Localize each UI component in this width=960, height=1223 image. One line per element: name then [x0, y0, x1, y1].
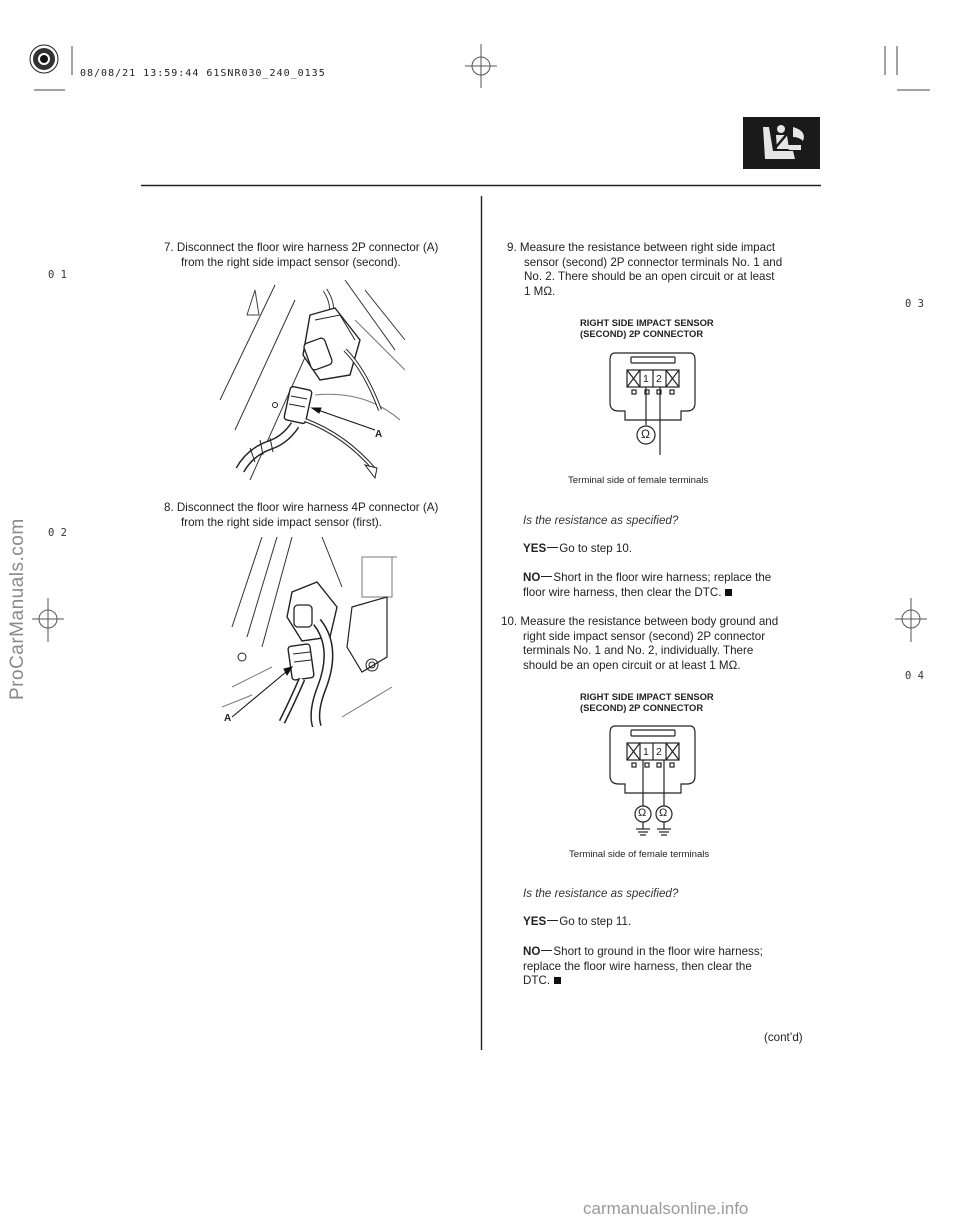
step-text: from the right side impact sensor (second). [181, 255, 401, 269]
answer-text: floor wire harness, then clear the DTC. [523, 585, 722, 599]
ohmmeter-icon: Ω [659, 807, 668, 819]
diagram-title-line: (SECOND) 2P CONNECTOR [580, 327, 704, 339]
continued-label: (cont’d) [764, 1031, 803, 1044]
figure-label-a: A [224, 713, 232, 724]
figure-label-a: A [375, 429, 383, 440]
dash-separator [547, 547, 558, 548]
answer-text: Go to step 11. [559, 915, 632, 928]
step-text: should be an open circuit or at least 1 MΩ. [523, 658, 741, 672]
watermark-left: ProCarManuals.com [7, 518, 28, 700]
step-number: 9. [507, 241, 517, 254]
step-number: 10. [501, 615, 518, 628]
figure-2p-connector-illustration [215, 280, 405, 485]
step-text: from the right side impact sensor (first). [181, 515, 383, 529]
margin-mark: 0 3 [905, 298, 924, 310]
step-number: 7. [164, 241, 174, 254]
step-text: 1 MΩ. [524, 284, 556, 298]
dash-separator [547, 920, 558, 921]
answer-text: DTC. [523, 974, 551, 988]
step-7 [164, 241, 481, 270]
registration-target-icon [30, 45, 58, 73]
step-text: Measure the resistance between body ground and [520, 615, 779, 628]
dash-separator [541, 950, 552, 951]
step-text: right side impact sensor (second) 2P connector [523, 629, 766, 643]
diagram-title-line: (SECOND) 2P CONNECTOR [580, 701, 704, 713]
margin-mark: 0 2 [48, 527, 67, 539]
step-text: Disconnect the floor wire harness 4P connector (A) [176, 501, 439, 514]
diagram-title [580, 692, 714, 713]
question-text: Is the resistance as specified? [523, 514, 679, 527]
step-8 [164, 501, 481, 530]
pin-number-1: 1 [643, 373, 649, 385]
margin-mark: 0 4 [905, 670, 924, 682]
ohmmeter-icon: Ω [638, 807, 647, 819]
ohmmeter-icon: Ω [641, 427, 650, 441]
connector-diagram-ground [605, 721, 700, 843]
yes-label: YES [523, 915, 547, 928]
answer-no [523, 945, 813, 989]
pin-number-1: 1 [643, 746, 649, 758]
watermark-bottom: carmanualsonline.info [583, 1199, 749, 1218]
print-timestamp: 08/08/21 13:59:44 61SNR030_240_0135 [80, 68, 326, 79]
step-text: sensor (second) 2P connector terminals No. 1 and [524, 255, 783, 269]
diagram-title-line: RIGHT SIDE IMPACT SENSOR [580, 691, 714, 702]
crosshair-icon [895, 598, 927, 642]
pin-number-2: 2 [656, 373, 662, 385]
diagram-title [580, 318, 714, 339]
no-label: NO [523, 945, 541, 958]
step-text: terminals No. 1 and No. 2, individually. There [523, 644, 754, 658]
answer-yes [523, 542, 632, 557]
crosshair-icon [32, 598, 64, 642]
diagram-title-line: RIGHT SIDE IMPACT SENSOR [580, 317, 714, 328]
step-text: Measure the resistance between right side impact [519, 241, 776, 254]
answer-no [523, 571, 813, 600]
end-of-step-square-icon [554, 977, 561, 984]
crosshair-icon [465, 44, 497, 88]
answer-yes [523, 915, 631, 930]
answer-text: Go to step 10. [559, 542, 633, 555]
diagram-caption: Terminal side of female terminals [569, 849, 710, 860]
step-9 [507, 241, 824, 299]
answer-text: replace the floor wire harness, then clear the [523, 959, 752, 973]
seatbelt-airbag-icon [743, 117, 820, 169]
yes-label: YES [523, 542, 547, 555]
answer-text: Short to ground in the floor wire harness; [553, 945, 763, 958]
figure-4p-connector-illustration [222, 537, 397, 727]
step-text: Disconnect the floor wire harness 2P connector (A) [176, 241, 439, 254]
margin-mark: 0 1 [48, 269, 67, 281]
connector-diagram-ohmmeter [605, 348, 700, 458]
pin-number-2: 2 [656, 746, 662, 758]
answer-text: Short in the floor wire harness; replace the [553, 571, 772, 584]
step-text: No. 2. There should be an open circuit or at least [524, 270, 775, 284]
dash-separator [541, 576, 552, 577]
no-label: NO [523, 571, 541, 584]
step-number: 8. [164, 501, 174, 514]
diagram-caption: Terminal side of female terminals [568, 475, 709, 486]
end-of-step-square-icon [725, 589, 732, 596]
step-10 [501, 615, 833, 673]
question-text: Is the resistance as specified? [523, 887, 679, 900]
